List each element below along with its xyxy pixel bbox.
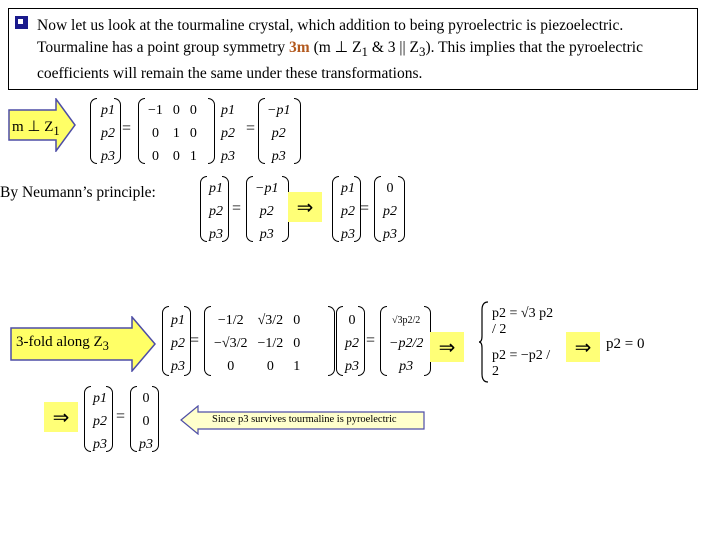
pyroelectric-note: Since p3 survives tourmaline is pyroelectric <box>212 414 397 425</box>
mirror-equation: p1 p2 p3 = −1 0 0 0 1 0 0 0 1 p1 p2 p3 = −p1 p2 p3 <box>86 96 306 168</box>
case-2: p2 = −p2 / 2 <box>492 348 551 379</box>
implies-icon-1: ⇒ <box>288 192 322 222</box>
mirror-matrix: −1 0 0 0 1 0 0 0 1 <box>148 103 197 164</box>
intro-text-mid: & 3 || Z <box>368 39 419 56</box>
threefold-label: 3-fold along $Z_3$ <box>16 334 109 353</box>
neumann-result: p1 p2 p3 = 0 p2 p3 <box>330 176 410 246</box>
z1-sub: 1 <box>361 44 368 60</box>
neumann-label: By Neumann’s principle: <box>0 184 156 201</box>
mirror-vector: p1 p2 p3 <box>221 103 235 164</box>
mirror-lhs-vector: p1 p2 p3 <box>101 103 115 164</box>
z3-sub: 3 <box>418 44 426 60</box>
neumann-equation: p1 p2 p3 = −p1 p2 p3 <box>198 176 410 246</box>
intro-text-start: Now let us look at the tourmaline crystal, which addition to being pyroelectric is piezoelectric. Tourmaline has a point group symmetry <box>37 17 624 56</box>
brace-icon <box>478 300 490 384</box>
cases-block <box>478 300 558 384</box>
intro-text <box>37 15 695 85</box>
intro-text-m: (m ⊥ Z <box>309 39 362 56</box>
threefold-equation: p1 p2 p3 = −1/2 √3/2 0 −√3/2 −1/2 0 0 0 1 0 p2 p3 = √3p2/2 −p2/2 p3 <box>160 304 432 380</box>
checkbox-bullet-icon <box>15 16 28 29</box>
point-group-highlight: 3m <box>289 39 310 56</box>
rotation-matrix: −1/2 √3/2 0 −√3/2 −1/2 0 0 0 1 <box>214 313 301 374</box>
case-1: p2 = √3 p2 / 2 <box>492 306 554 337</box>
intro-text-end: ). This implies that the pyroelectric coefficients will remain the same under these transformations. <box>37 39 643 83</box>
final-equation: p1 p2 p3 = 0 0 p3 <box>82 384 168 456</box>
implies-icon-3: ⇒ <box>566 332 600 362</box>
conclusion-text: p2 = 0 <box>606 336 645 352</box>
mirror-result-vector: −p1 p2 p3 <box>267 103 291 164</box>
mirror-label: m ⊥ $Z_1$ <box>12 119 60 138</box>
intro-box <box>8 8 698 90</box>
implies-icon-4: ⇒ <box>44 402 78 432</box>
implies-icon-2: ⇒ <box>430 332 464 362</box>
